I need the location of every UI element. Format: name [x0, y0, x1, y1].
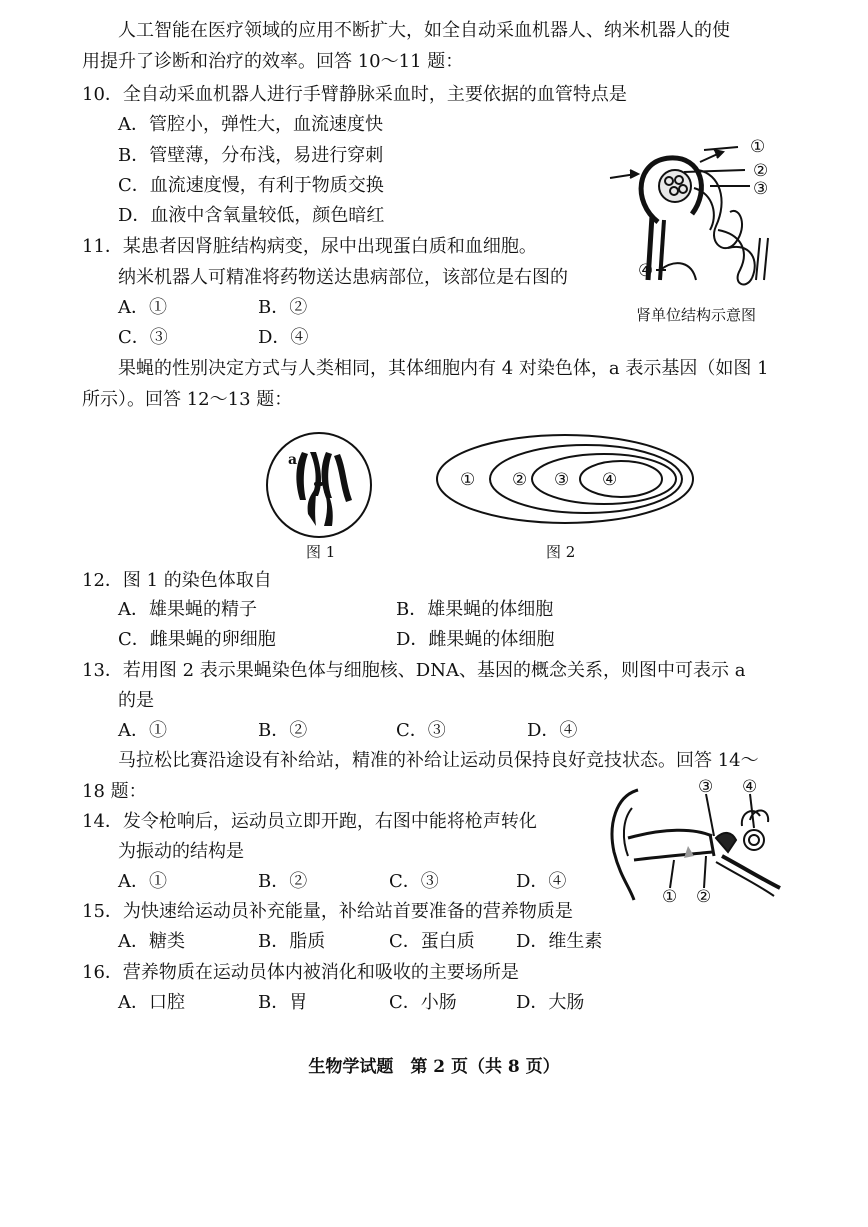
question-10-stem: 10．全自动采血机器人进行手臂静脉采血时，主要依据的血管特点是 [82, 84, 627, 105]
question-12-option-d: D．雌果蝇的体细胞 [396, 629, 555, 650]
question-14-option-c: C．③ [389, 871, 439, 892]
intro2-text-line1: 果蝇的性别决定方式与人类相同，其体细胞内有 4 对染色体，a 表示基因（如图 1 [118, 358, 769, 379]
figure-2-label-1: ① [460, 470, 476, 490]
figure-1-caption: 图 1 [306, 543, 336, 561]
question-13-option-a: A．① [118, 720, 167, 741]
intro3-text-line1: 马拉松比赛沿途设有补给站，精准的补给让运动员保持良好竞技状态。回答 14～ [118, 750, 759, 771]
question-15-stem: 15．为快速给运动员补充能量，补给站首要准备的营养物质是 [82, 901, 573, 922]
nephron-label-2: ② [753, 161, 769, 181]
question-14-stem-line1: 14．发令枪响后，运动员立即开跑，右图中能将枪声转化 [82, 811, 537, 832]
question-11-option-d: D．④ [258, 327, 309, 348]
question-16-option-d: D．大肠 [516, 992, 585, 1013]
nephron-label-4: ④ [638, 261, 654, 281]
question-13-stem-line1: 13．若用图 2 表示果蝇染色体与细胞核、DNA、基因的概念关系，则图中可表示 a [82, 660, 746, 681]
question-13-stem-line2: 的是 [118, 690, 154, 711]
question-11-option-a: A．① [118, 297, 167, 318]
question-10-option-d: D．血液中含氧量较低，颜色暗红 [118, 205, 385, 226]
question-14-option-d: D．④ [516, 871, 567, 892]
question-14-stem-line2: 为振动的结构是 [118, 841, 244, 862]
ear-label-2: ② [696, 887, 712, 907]
figure-2-concept-ellipses [434, 432, 696, 528]
question-11-stem-line2: 纳米机器人可精准将药物送达患病部位，该部位是右图的 [118, 267, 568, 288]
question-16-stem: 16．营养物质在运动员体内被消化和吸收的主要场所是 [82, 962, 519, 983]
question-11-option-c: C．③ [118, 327, 168, 348]
question-15-option-d: D．维生素 [516, 931, 603, 952]
ear-label-4: ④ [742, 777, 758, 797]
figure-2-label-4: ④ [602, 470, 618, 490]
question-12-option-b: B．雄果蝇的体细胞 [396, 599, 554, 620]
intro-text-line2: 用提升了诊断和治疗的效率。回答 10～11 题： [82, 51, 464, 72]
question-10-option-a: A．管腔小，弹性大，血流速度快 [118, 114, 383, 135]
figure-2-label-3: ③ [554, 470, 570, 490]
figure-2-label-2: ② [512, 470, 528, 490]
nephron-label-1: ① [750, 137, 766, 157]
intro2-text-line2: 所示）。回答 12～13 题： [82, 389, 293, 410]
question-13-option-b: B．② [258, 720, 308, 741]
question-11-stem-line1: 11．某患者因肾脏结构病变，尿中出现蛋白质和血细胞。 [82, 236, 537, 257]
question-15-option-b: B．脂质 [258, 931, 326, 952]
question-13-option-c: C．③ [396, 720, 446, 741]
figure-1-gene-label: a [288, 452, 298, 468]
question-14-option-b: B．② [258, 871, 308, 892]
question-16-option-b: B．胃 [258, 992, 308, 1013]
question-10-option-c: C．血流速度慢，有利于物质交换 [118, 175, 384, 196]
ear-label-3: ③ [698, 777, 714, 797]
question-16-option-c: C．小肠 [389, 992, 457, 1013]
question-10-option-b: B．管壁薄，分布浅，易进行穿刺 [118, 145, 384, 166]
question-11-option-b: B．② [258, 297, 308, 318]
intro-text-line1: 人工智能在医疗领域的应用不断扩大，如全自动采血机器人、纳米机器人的使 [118, 20, 730, 41]
question-15-option-c: C．蛋白质 [389, 931, 475, 952]
ear-diagram [604, 776, 784, 906]
nephron-label-3: ③ [753, 179, 769, 199]
figure-1-chromosomes [264, 430, 374, 540]
nephron-caption: 肾单位结构示意图 [636, 306, 757, 324]
question-12-option-a: A．雄果蝇的精子 [118, 599, 257, 620]
intro3-text-line2: 18 题： [82, 781, 147, 802]
question-12-stem: 12．图 1 的染色体取自 [82, 570, 272, 591]
page-footer: 生物学试题 第 2 页（共 8 页） [308, 1057, 560, 1077]
question-13-option-d: D．④ [527, 720, 578, 741]
question-14-option-a: A．① [118, 871, 167, 892]
question-16-option-a: A．口腔 [118, 992, 185, 1013]
nephron-diagram [600, 130, 790, 300]
question-15-option-a: A．糖类 [118, 931, 185, 952]
question-12-option-c: C．雌果蝇的卵细胞 [118, 629, 276, 650]
figure-2-caption: 图 2 [546, 543, 576, 561]
ear-label-1: ① [662, 887, 678, 907]
